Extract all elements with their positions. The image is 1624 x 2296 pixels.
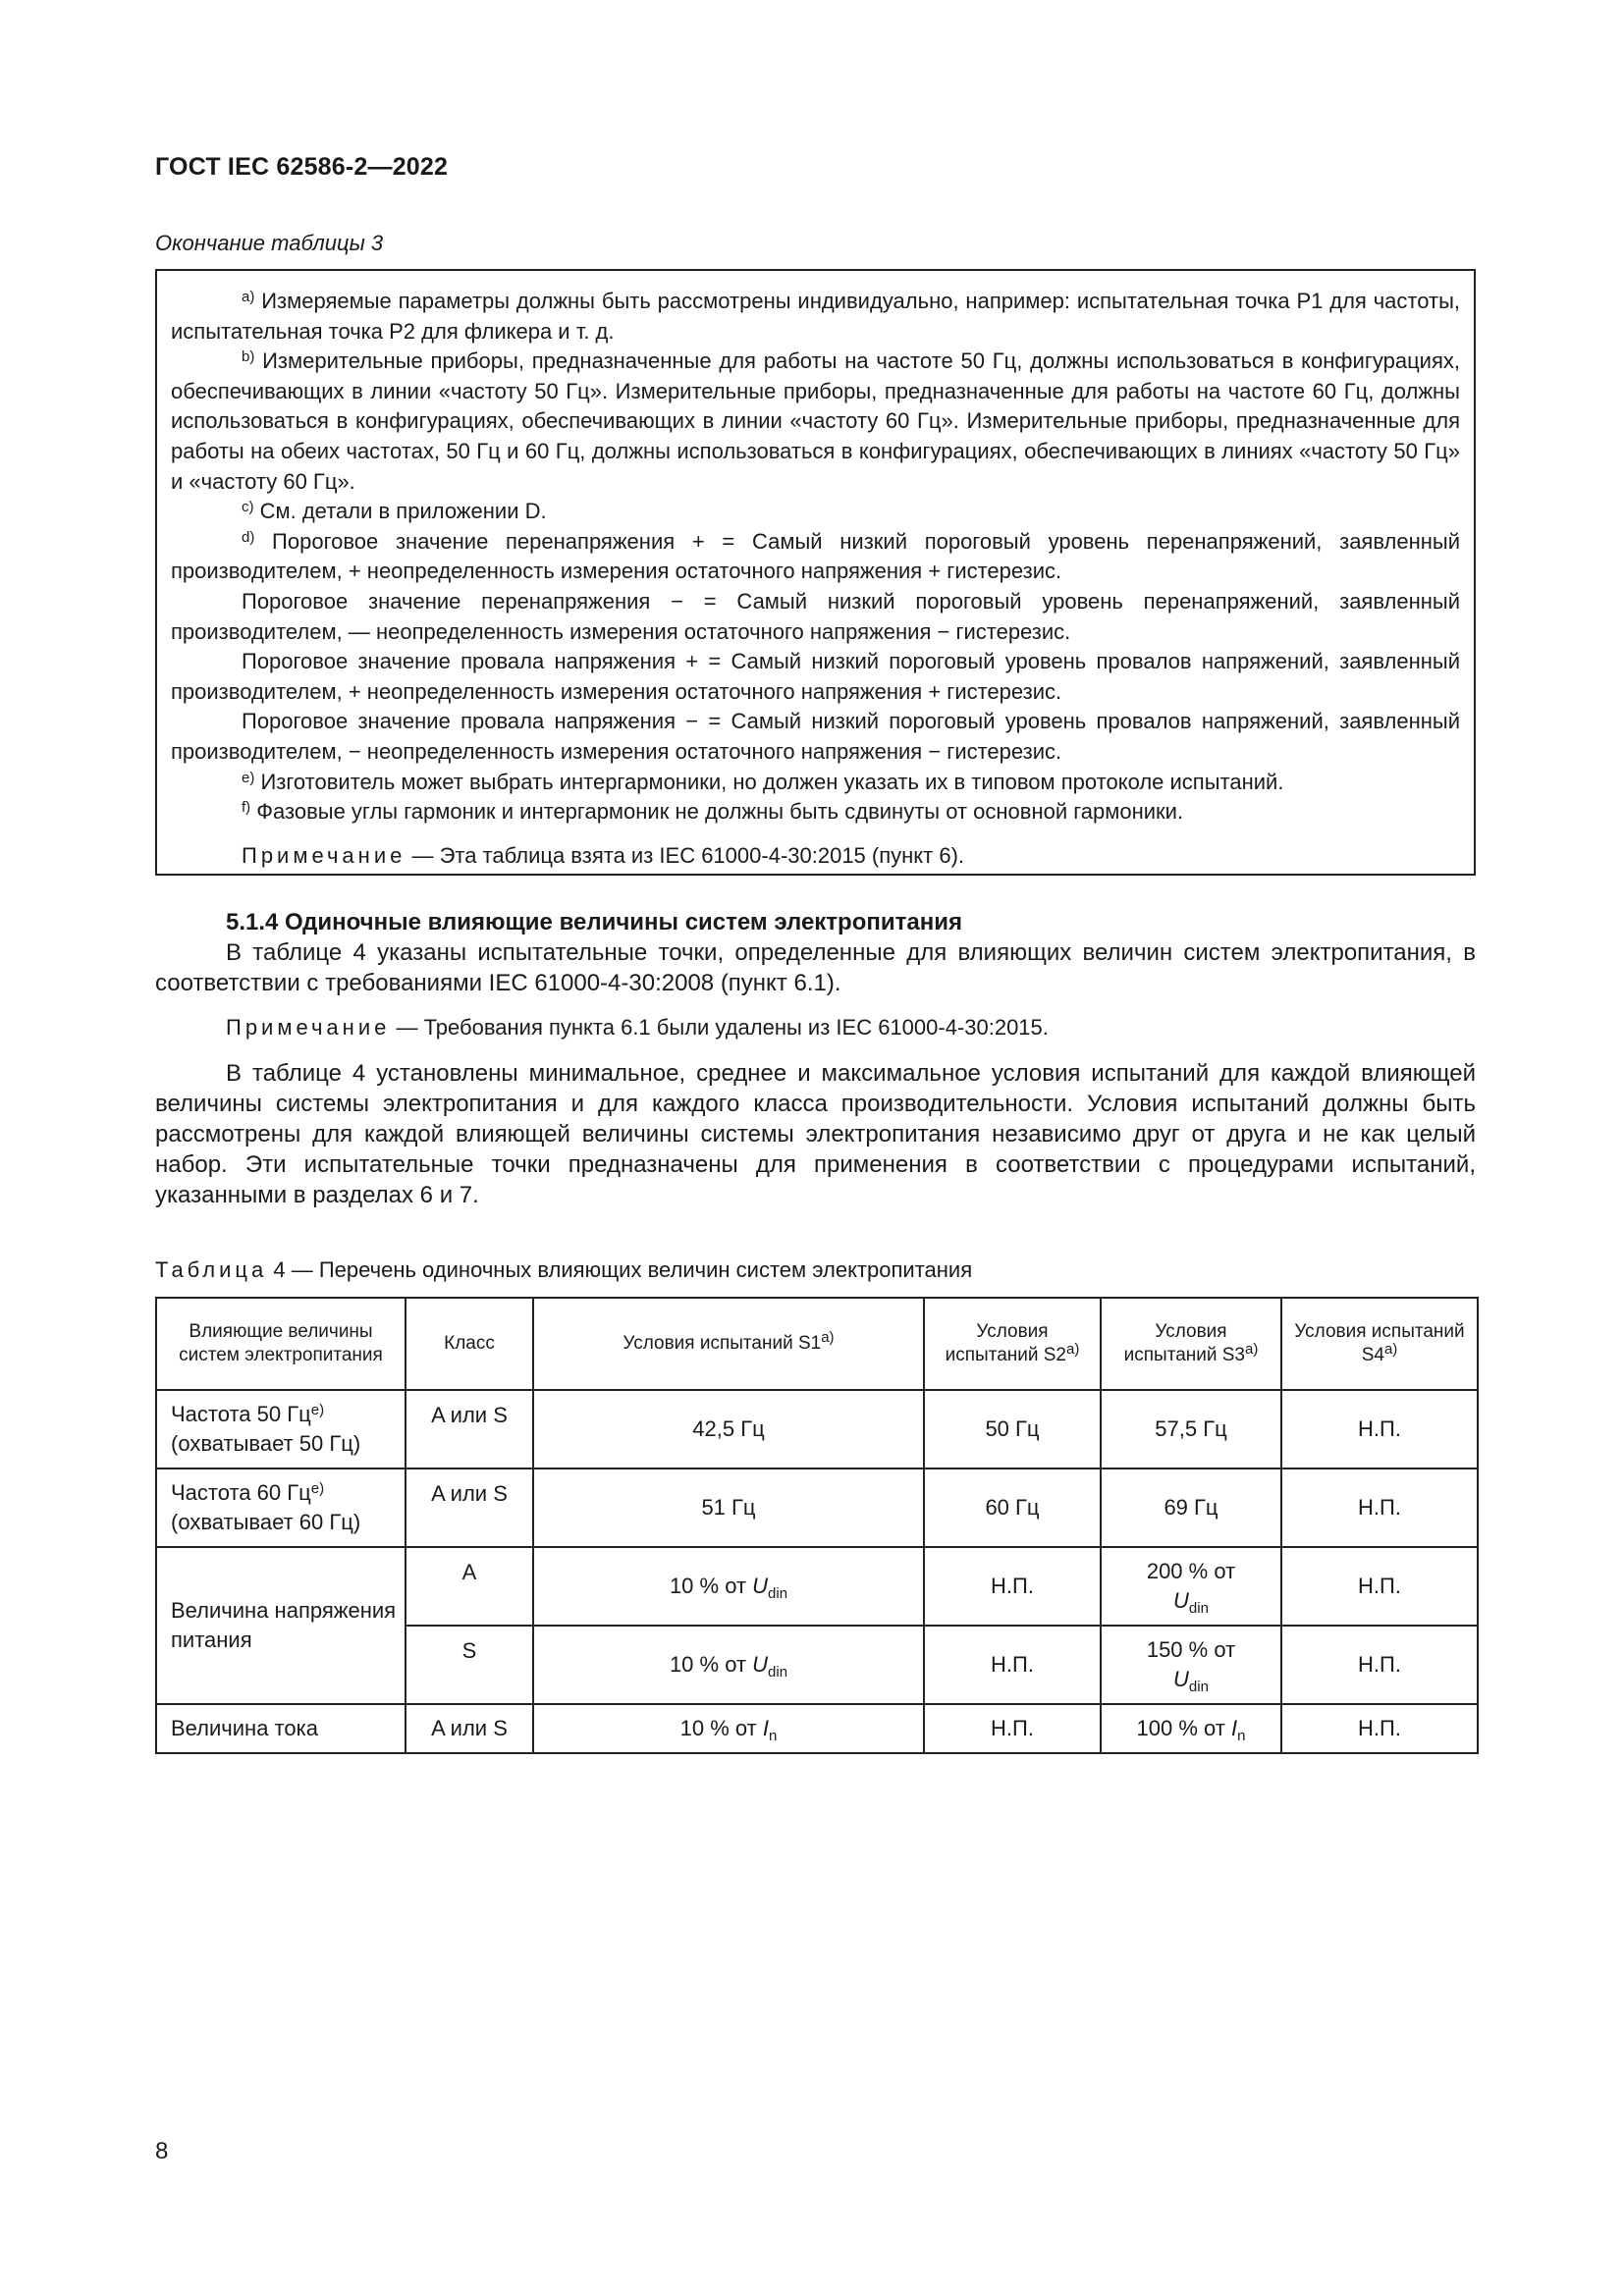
header-quantity: Влияющие величины систем электропитания [156, 1298, 406, 1390]
row-s3: 150 % от $U_{din}$ [1101, 1626, 1281, 1704]
row-s4: Н.П. [1281, 1626, 1478, 1704]
footnote-d-4: Пороговое значение провала напряжения − = Самый низкий пороговый уровень провалов напряжений, заявленный производителем, − неопределенность измерения остаточного напряжения − гистерезис. [171, 709, 1460, 764]
footnote-b: $^{b)}$ Измерительные приборы, предназначенные для работы на частоте 50 Гц, должны использоваться в конфигурациях, обеспечивающих в линии «частоту 50 Гц». Измерительные приборы, предназначенные для работы на частоте 60 Гц, должны использоваться в конфигурациях, обеспечивающих в линии «частоту 60 Гц». Измерительные приборы, предназначенные для работы на обеих частотах, 50 Гц и 60 Гц, должны использоваться в конфигурациях, обеспечивающих в линиях «частоту 50 Гц» и «частоту 60 Гц». [171, 348, 1460, 494]
row-s1: 51 Гц [533, 1468, 924, 1547]
header-s4: Условия испытаний S4$^{a)}$ [1281, 1298, 1478, 1390]
row-s4: Н.П. [1281, 1468, 1478, 1547]
section-paragraph-2: В таблице 4 установлены минимальное, среднее и максимальное условия испытаний для каждой влияющей величины системы электропитания и для каждого класса производительности. Условия испытаний должны быть рассмотрены для каждой влияющей величины системы электропитания независимо друг от друга и не как целый набор. Эти испытательные точки предназначены для применения в соответствии с процедурами испытаний, указанными в разделах 6 и 7. [155, 1060, 1476, 1208]
row-name: Величина напряжения питания [156, 1547, 406, 1704]
row-s3: 57,5 Гц [1101, 1390, 1281, 1468]
section-heading: 5.1.4 Одиночные влияющие величины систем электропитания [226, 909, 962, 935]
row-s4: Н.П. [1281, 1390, 1478, 1468]
row-name: Частота 50 $Гц^{e)}$ (охватывает 50 Гц) [156, 1390, 406, 1468]
row-s1: 42,5 Гц [533, 1390, 924, 1468]
footnote-f: $^{f)}$ Фазовые углы гармоник и интергармоник не должны быть сдвинуты от основной гармоники. [242, 799, 1184, 825]
table4 [155, 1297, 1479, 1754]
footnote-a: $^{a)}$ Измеряемые параметры должны быть рассмотрены индивидуально, например: испытательная точка P1 для частоты, испытательная точка P2 для фликера и т. д. [171, 289, 1460, 344]
header-s2: Условия испытаний S2$^{a)}$ [924, 1298, 1101, 1390]
footnote-e: $^{e)}$ Изготовитель может выбрать интергармоники, но должен указать их в типовом протоколе испытаний. [242, 769, 1284, 794]
section-5-1-4 [155, 907, 1476, 1210]
row-name: Величина тока [156, 1704, 406, 1753]
table-header-row [156, 1298, 1478, 1390]
row-s1: 10 % от $I_n$ [533, 1704, 924, 1753]
page-number: 8 [155, 2138, 169, 2164]
footnote-d-2: Пороговое значение перенапряжения − = Самый низкий пороговый уровень перенапряжений, заявленный производителем, — неопределенность измерения остаточного напряжения − гистерезис. [171, 588, 1460, 644]
table-row [156, 1547, 1478, 1626]
section-note: Примечание — Требования пункта 6.1 были удалены из IEC 61000-4-30:2015. [226, 1015, 1049, 1040]
row-s2: Н.П. [924, 1547, 1101, 1626]
row-name: Частота 60 $Гц^{e)}$ (охватывает 60 Гц) [156, 1468, 406, 1547]
table3-continuation-caption: Окончание таблицы 3 [155, 231, 384, 255]
row-s4: Н.П. [1281, 1547, 1478, 1626]
table-row [156, 1390, 1478, 1468]
section-paragraph-1: В таблице 4 указаны испытательные точки, определенные для влияющих величин систем электропитания, в соответствии с требованиями IEC 61000-4-30:2008 (пункт 6.1). [155, 939, 1476, 996]
row-s1: 10 % от $U_{din}$ [533, 1626, 924, 1704]
footnote-c: $^{c)}$ См. детали в приложении D. [242, 499, 547, 524]
row-class: A [406, 1547, 533, 1626]
row-s2: 60 Гц [924, 1468, 1101, 1547]
row-s4: Н.П. [1281, 1704, 1478, 1753]
table-row [156, 1704, 1478, 1753]
row-s2: 50 Гц [924, 1390, 1101, 1468]
table-row [156, 1468, 1478, 1547]
row-s2: Н.П. [924, 1626, 1101, 1704]
footnote-d-1: $^{d)}$ Пороговое значение перенапряжения + = Самый низкий пороговый уровень перенапряжений, заявленный производителем, + неопределенность измерения остаточного напряжения + гистерезис. [171, 528, 1460, 584]
header-class: Класс [406, 1298, 533, 1390]
header-s3: Условия испытаний S3$^{a)}$ [1101, 1298, 1281, 1390]
table3-notes-box [155, 269, 1476, 876]
table3-note: Примечание — Эта таблица взята из IEC 61000-4-30:2015 (пункт 6). [242, 842, 965, 868]
row-s3: 100 % от $I_n$ [1101, 1704, 1281, 1753]
row-class: S [406, 1626, 533, 1704]
row-class: A или S [406, 1390, 533, 1468]
row-s2: Н.П. [924, 1704, 1101, 1753]
row-s1: 10 % от $U_{din}$ [533, 1547, 924, 1626]
row-class: A или S [406, 1468, 533, 1547]
row-class: A или S [406, 1704, 533, 1753]
header-s1: Условия испытаний S1$^{a)}$ [533, 1298, 924, 1390]
row-s3: 69 Гц [1101, 1468, 1281, 1547]
row-s3: 200 % от $U_{din}$ [1101, 1547, 1281, 1626]
page-header: ГОСТ IEC 62586-2—2022 [155, 153, 449, 181]
table4-caption: Таблица 4 — Перечень одиночных влияющих величин систем электропитания [155, 1257, 973, 1282]
footnote-d-3: Пороговое значение провала напряжения + = Самый низкий пороговый уровень провалов напряжений, заявленный производителем, + неопределенность измерения остаточного напряжения + гистерезис. [171, 649, 1460, 704]
